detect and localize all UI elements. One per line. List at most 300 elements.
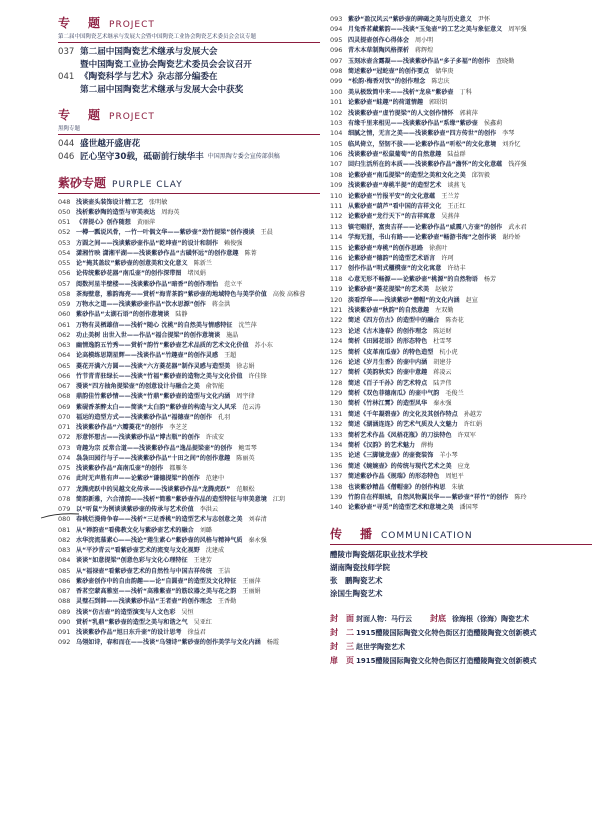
page-number: 140 — [330, 503, 343, 512]
entry-title: 漫谈“四方抽角提梁壶”的创意设计与融合之美 — [76, 383, 200, 391]
toc-entry[interactable] — [330, 24, 592, 34]
entry-title: 青木本草制陶风格探析 — [348, 47, 409, 55]
entry-title: 紫砚香茶醉太白——简谈“太白韵”紫砂壶的构造与文人风采 — [76, 403, 237, 411]
entry-author: 谢玲娇 — [502, 234, 521, 242]
toc-entry[interactable] — [330, 139, 592, 149]
page-number — [58, 59, 80, 72]
page-number: 057 — [58, 279, 71, 288]
entry-title: 学海无涯，书山有路——论紫砂壶“畅游书海”之创作谈 — [348, 234, 497, 242]
toc-entry[interactable] — [58, 453, 320, 463]
page-number: 062 — [58, 330, 71, 339]
entry-author: 许成安 — [205, 434, 225, 442]
entry-author: 张明敏 — [149, 198, 168, 206]
toc-entry[interactable] — [58, 151, 320, 164]
communication-line[interactable]: 醴陵市陶瓷烟花职业技术学校 — [330, 549, 428, 559]
page-number: 115 — [330, 243, 343, 252]
flyleaf-value: 1915醴陵国际陶瓷文化特色街区打造醴陵陶瓷文创新模式 — [356, 656, 537, 665]
back-cover-label: 封底 — [430, 613, 446, 623]
section-title-zh: 专 题 — [58, 108, 104, 123]
toc-entry[interactable] — [330, 35, 592, 45]
page-number: 138 — [330, 482, 343, 491]
toc-entry[interactable] — [330, 170, 592, 180]
page-number: 133 — [330, 430, 343, 439]
toc-entry[interactable] — [58, 84, 320, 97]
entry-title: 论紫砂壶“龙行天下”的吉祥寓意 — [348, 213, 436, 221]
entry-title: 论传统紫砂花器“南瓜壶”的创作深带图 — [76, 270, 182, 278]
page-number: 061 — [58, 320, 71, 329]
toc-entry[interactable] — [58, 586, 320, 596]
page-number: 130 — [330, 399, 343, 408]
entry-title: 心意无形不畅源——论紫砂壶“桃源”的自然物语 — [348, 275, 478, 283]
toc-entry[interactable] — [330, 502, 592, 512]
toc-entry[interactable] — [58, 504, 320, 514]
page-number: 139 — [330, 492, 343, 501]
toc-entry[interactable] — [58, 484, 320, 494]
toc-entry[interactable] — [58, 361, 320, 371]
toc-entry[interactable] — [330, 211, 592, 221]
entry-title: 简析《美韵秋实》的壶中意趣 — [348, 369, 428, 377]
page-number: 106 — [330, 150, 343, 159]
page-number: 086 — [58, 576, 71, 585]
toc-entry[interactable] — [58, 268, 320, 278]
entry-title: 万物水之道——浅谈紫砂壶作品“饮水思源”创作 — [76, 301, 206, 309]
toc-entry[interactable] — [330, 56, 592, 66]
toc-entry[interactable] — [58, 309, 320, 319]
page-number: 055 — [58, 259, 71, 268]
entry-author: 邱智毅 — [471, 171, 490, 179]
entry-title: 菱花开满六方圆——浅谈“六方菱花器”制作灵感与造型美 — [76, 362, 231, 370]
toc-entry[interactable] — [58, 289, 320, 299]
entry-author: 孔羽 — [217, 413, 231, 421]
entry-title: 简韵新雅，六合清韵——浅析“简雅”紫砂壶作品的造型特征与审美意境 — [76, 495, 267, 503]
page-number: 074 — [58, 453, 71, 462]
entry-title: 回归生活所在的本质——浅谈紫砂作品“澹怀”的文化意蕴 — [348, 161, 503, 169]
toc-entry[interactable] — [58, 463, 320, 473]
page-number: 054 — [58, 248, 71, 257]
entry-author: 刘乔忆 — [502, 140, 521, 148]
toc-entry[interactable] — [58, 545, 320, 555]
toc-entry[interactable] — [330, 191, 592, 201]
page-number: 090 — [58, 617, 71, 626]
toc-entry[interactable] — [330, 326, 592, 336]
page-number: 100 — [330, 87, 343, 96]
toc-entry[interactable] — [58, 71, 320, 84]
toc-entry[interactable] — [58, 217, 320, 227]
page-number: 068 — [58, 392, 71, 401]
entry-author: 毛俊兰 — [445, 390, 464, 398]
page-number: 072 — [58, 433, 71, 442]
section-divider — [58, 193, 320, 194]
toc-entry[interactable] — [58, 391, 320, 401]
entry-title: 浅谈紫砂壶“虚竹提梁”的人文创作情怀 — [348, 109, 454, 117]
entry-title: 此时无声胜有声——论紫砂“谦德提梁”的创作 — [76, 475, 200, 483]
entry-title: 从“平沙青云”看紫砂壶艺术的流变与文化视野 — [76, 547, 200, 555]
toc-entry[interactable] — [330, 87, 592, 97]
page-number — [58, 84, 80, 97]
entry-title: 第二届中国陶瓷艺术继承与发展大会中获奖 — [80, 84, 244, 95]
communication-line[interactable]: 张 鹏陶瓷艺术 — [330, 575, 383, 585]
entry-title: 袅袅田园行与子——浅谈紫砂作品“十田之间”的创作意趣 — [76, 454, 231, 462]
entry-author: 周旭平 — [445, 473, 464, 481]
entry-author: 杨霞 — [266, 639, 279, 647]
toc-entry[interactable] — [58, 473, 320, 483]
entry-author: 中国黑陶专委会宣传部供稿 — [207, 152, 280, 160]
toc-entry[interactable] — [330, 14, 592, 24]
toc-entry[interactable] — [330, 419, 592, 429]
toc-entry[interactable] — [330, 76, 592, 86]
toc-entry[interactable] — [58, 402, 320, 412]
entry-title: 赏析“乳鼎”紫砂壶的造型之美与和谐之气 — [76, 618, 188, 626]
entry-title: 幽情逸韵五竹秀——赏析“韵竹”紫砂壶艺术品质的艺术文化价值 — [76, 342, 249, 350]
entry-author: 王建芳 — [193, 557, 212, 565]
toc-entry[interactable] — [330, 461, 592, 471]
entry-author: 陆静 — [175, 311, 188, 319]
toc-entry[interactable] — [330, 201, 592, 211]
entry-title: 淡看浮华——浅谈紫砂“僧帽”的文化内涵 — [348, 296, 460, 304]
entry-title: 水华浣流慕素心——浅论“莲生素心”紫砂壶的风格与精神气质 — [76, 536, 243, 544]
entry-author: 蒋凌云 — [433, 369, 452, 377]
page-number: 116 — [330, 253, 343, 262]
entry-author: 堵凤娟 — [187, 270, 206, 278]
entry-title: 简析艺术作品《凤梧花瓶》的刀法特色 — [348, 431, 452, 439]
entry-title: 浅析紫砂陶的造型与审美表达 — [76, 208, 156, 216]
page-number: 111 — [330, 202, 343, 211]
front-cover-value: 封面人物：马行云 — [356, 614, 412, 623]
right-column — [330, 14, 592, 668]
entry-title: 镇宅赐舒，富贵吉祥——论紫砂作品“威震八方壶”的创作 — [348, 223, 503, 231]
entry-author: 查晓勤 — [496, 57, 515, 65]
page-number: 067 — [58, 382, 71, 391]
entry-author: 陈玲 — [514, 493, 527, 501]
toc-entry[interactable] — [58, 494, 320, 504]
toc-entry[interactable] — [330, 108, 592, 118]
page-number: 085 — [58, 566, 71, 575]
cover-row-2 — [330, 626, 592, 640]
entry-author: 周军强 — [508, 26, 527, 34]
toc-entry[interactable] — [58, 350, 320, 360]
toc-entry[interactable] — [330, 284, 592, 294]
toc-entry[interactable] — [330, 295, 592, 305]
entry-author: 秦永强 — [433, 400, 452, 408]
section-divider — [58, 134, 320, 135]
right-toc-list — [330, 14, 592, 513]
entry-author: 李洪云 — [199, 506, 218, 514]
toc-entry[interactable] — [330, 471, 592, 481]
page-number: 071 — [58, 423, 71, 432]
toc-entry[interactable] — [58, 248, 320, 258]
toc-entry[interactable] — [330, 243, 592, 253]
page-number: 080 — [58, 515, 71, 524]
cover-row-flyleaf — [330, 654, 592, 668]
toc-entry[interactable] — [58, 227, 320, 237]
entry-title: 浅谈紫砂壶“寿桃半提”的造型艺术 — [348, 182, 442, 190]
entry-title: 形意怀想古——浅谈紫砂作品“博古瓶”的创作 — [76, 434, 200, 442]
entry-title: 鼎韵佳竹紫砂情——浅谈“竹鼎”紫砂壶的造型与文化内涵 — [76, 393, 231, 401]
entry-title: “松韵·梅香对饮”的创作理念 — [348, 78, 426, 86]
toc-entry[interactable] — [330, 492, 592, 502]
entry-title: 论“掩其盖纹”紫砂壶的创意美和文化意义 — [76, 260, 188, 268]
entry-title: 竹节青青驻绿长——浅谈“竹福”紫砂壶的造物之美与文化价值 — [76, 372, 243, 380]
page-number: 093 — [330, 15, 343, 23]
entry-title: 奇趣为宗 反常合道——浅谈紫砂作品“逸品提梁壶”的创作 — [76, 444, 233, 452]
page-number: 052 — [58, 228, 71, 237]
entry-author: 李琴 — [502, 130, 515, 138]
toc-entry[interactable] — [58, 596, 320, 606]
toc-entry[interactable] — [58, 607, 320, 617]
entry-title: 从紫砂壶“葫芦”看中国的吉祥文化 — [348, 203, 442, 211]
entry-title: 论述《古木逢春》的创作理念 — [348, 327, 428, 335]
flyleaf-label: 扉 页 — [330, 655, 354, 665]
entry-author: 武永君 — [508, 223, 527, 231]
entry-author: 都雁冬 — [169, 465, 188, 473]
entry-title: 阅数河星半壁楼——浅谈紫砂作品“暗香”的创作理怡 — [76, 280, 219, 288]
page-number: 126 — [330, 357, 343, 366]
toc-entry[interactable] — [58, 422, 320, 432]
entry-title: 《菩提心》创作随想 — [76, 219, 131, 227]
entry-author: 徐志娟 — [236, 362, 255, 370]
entry-author: 赵宣 — [465, 296, 478, 304]
entry-author: 孙越芳 — [463, 410, 482, 418]
page-number: 134 — [330, 441, 343, 450]
toc-entry[interactable] — [58, 381, 320, 391]
entry-author: 陆益群 — [447, 151, 466, 159]
page-number: 096 — [330, 46, 343, 55]
page-number: 092 — [58, 638, 71, 647]
page-number: 104 — [330, 129, 343, 138]
page-number: 117 — [330, 264, 343, 273]
entry-author: 俞智能 — [205, 383, 225, 391]
entry-author: 郭莉萍 — [459, 109, 478, 117]
section-divider — [58, 42, 320, 43]
page-number: 069 — [58, 402, 71, 411]
entry-author: 陈杏花 — [445, 317, 464, 325]
entry-author: 沈建成 — [205, 547, 225, 555]
entry-title: 简析《双色菲德南瓜》的壶中气韵 — [348, 390, 440, 398]
cover-3-value: 赵世学陶瓷艺术 — [356, 642, 405, 651]
toc-entry[interactable] — [58, 299, 320, 309]
entry-title: 浅谈壶头装饰设计精工艺 — [76, 198, 144, 206]
toc-entry[interactable] — [58, 535, 320, 545]
toc-entry[interactable] — [330, 347, 592, 357]
toc-entry[interactable] — [58, 443, 320, 453]
toc-entry[interactable] — [330, 232, 592, 242]
toc-entry[interactable] — [58, 320, 320, 330]
page-number: 058 — [58, 289, 71, 298]
page-number: 119 — [330, 285, 343, 294]
page-number: 135 — [330, 451, 343, 460]
page-number: 108 — [330, 170, 343, 179]
toc-entry[interactable] — [58, 197, 320, 207]
entry-author: 王超 — [224, 352, 237, 360]
page-number: 094 — [330, 25, 343, 34]
page-number: 131 — [330, 409, 343, 418]
page-number: 101 — [330, 98, 343, 107]
page-number: 097 — [330, 56, 343, 65]
toc-entry[interactable] — [58, 627, 320, 637]
section-header — [58, 106, 320, 123]
toc-entry[interactable] — [330, 315, 592, 325]
entry-author: 薛梅 — [421, 442, 434, 450]
toc-entry[interactable] — [58, 637, 320, 647]
page-number: 041 — [58, 72, 75, 83]
toc-entry[interactable] — [330, 66, 592, 76]
page-number: 078 — [58, 494, 71, 503]
entry-author: 周海英 — [161, 208, 180, 216]
entry-author: 许珂 — [441, 254, 454, 262]
entry-title: 论紫砂壶“菱花提梁”的艺术美 — [348, 286, 430, 294]
toc-entry[interactable] — [330, 118, 592, 128]
pen-stroke-mark — [40, 512, 80, 520]
page-number: 103 — [330, 118, 343, 127]
toc-entry[interactable] — [330, 440, 592, 450]
toc-entry[interactable] — [330, 253, 592, 263]
toc-entry[interactable] — [330, 357, 592, 367]
toc-entry[interactable] — [58, 432, 320, 442]
entry-author: 周小明 — [414, 36, 434, 44]
toc-entry[interactable] — [330, 430, 592, 440]
entry-author: 秦永强 — [248, 536, 267, 544]
entry-author: 王香勤 — [217, 598, 237, 606]
entry-author: 羊小琴 — [439, 452, 458, 460]
section-title-en: PURPLE CLAY — [112, 179, 183, 190]
entry-author: 朱敏 — [451, 483, 464, 491]
entry-title: 简述《千年凝碧壶》的文化及其创作特点 — [348, 410, 458, 418]
entry-author: 陈运财 — [433, 327, 452, 335]
toc-entry[interactable] — [330, 159, 592, 169]
entry-author: 黄丽萍 — [136, 219, 156, 227]
toc-entry[interactable] — [330, 222, 592, 232]
page-number: 102 — [330, 108, 343, 117]
toc-entry[interactable] — [330, 388, 592, 398]
entry-title: 龙腾虎跃中的吴越文化传承——浅谈紫砂作品“龙腾虎跃” — [76, 485, 231, 493]
toc-entry[interactable] — [330, 180, 592, 190]
entry-title: 简述《四方仿古》的造型中的融合 — [348, 317, 440, 325]
entry-author: 储华庚 — [435, 67, 454, 75]
page-number: 112 — [330, 212, 343, 221]
page-number: 081 — [58, 525, 71, 534]
toc-entry[interactable] — [330, 274, 592, 284]
page-number: 120 — [330, 295, 343, 304]
page-number: 095 — [330, 35, 343, 44]
toc-entry[interactable] — [58, 514, 320, 524]
toc-entry[interactable] — [330, 263, 592, 273]
page-number: 109 — [330, 181, 343, 190]
toc-entry[interactable] — [330, 450, 592, 460]
page-number: 037 — [58, 47, 75, 57]
communication-line[interactable]: 湖南陶瓷技师学院 — [330, 562, 390, 572]
toc-entry[interactable] — [58, 46, 320, 59]
entry-title: 《陶瓷科学与艺术》杂志部分编委在 — [80, 72, 218, 83]
entry-author: 陈忠庆 — [431, 78, 450, 86]
toc-entry[interactable] — [58, 238, 320, 248]
entry-author: 尹怀 — [477, 16, 490, 23]
toc-entry[interactable] — [58, 617, 320, 627]
entry-title: 竹韵自在样眼城，自然风物翼民华——紫砂壶“祥竹”的创作 — [348, 493, 509, 501]
toc-entry[interactable] — [330, 409, 592, 419]
entry-author: 侯鑫莉 — [483, 119, 503, 127]
entry-title: 从“禅韵壶”看佛教文化与紫砂壶艺术的融合 — [76, 526, 194, 534]
entry-author: 王丽萍 — [242, 577, 261, 585]
page-number: 127 — [330, 368, 343, 377]
entry-title: 谈谈“如意提梁”创意色彩与文化心理特征 — [76, 557, 188, 565]
toc-entry[interactable] — [330, 149, 592, 159]
communication-line[interactable]: 涂国生陶瓷艺术 — [330, 588, 383, 598]
toc-entry[interactable] — [330, 97, 592, 107]
toc-entry[interactable] — [330, 482, 592, 492]
toc-entry[interactable] — [330, 45, 592, 55]
toc-entry[interactable] — [58, 576, 320, 586]
toc-entry[interactable] — [58, 279, 320, 289]
section-subtitle: 黑陶专题 — [58, 126, 81, 133]
toc-entry[interactable] — [330, 336, 592, 346]
page-number: 079 — [58, 505, 71, 514]
toc-entry[interactable] — [58, 207, 320, 217]
page-number: 066 — [58, 371, 71, 380]
toc-entry[interactable] — [58, 566, 320, 576]
entry-title: 论高模练思期星辉——浅谈作品“竹趣壶”的创作灵感 — [76, 352, 219, 360]
page-number: 089 — [58, 607, 71, 616]
entry-title: 简析《汉韵》的艺术魅力 — [348, 442, 416, 450]
page-number: 124 — [330, 337, 343, 346]
toc-entry[interactable] — [58, 371, 320, 381]
entry-author: 蒋辉煌 — [414, 47, 434, 55]
toc-entry[interactable] — [58, 138, 320, 151]
toc-entry[interactable] — [58, 412, 320, 422]
toc-entry[interactable] — [330, 378, 592, 388]
toc-entry[interactable] — [58, 258, 320, 268]
toc-entry[interactable] — [58, 59, 320, 72]
entry-author: 施晶 — [226, 331, 239, 339]
entry-author: 钱祥强 — [508, 161, 527, 169]
entry-author: 吴燕萍 — [441, 213, 460, 221]
entry-author: 王洁 — [217, 567, 231, 575]
page-number: 098 — [330, 66, 343, 75]
entry-title: 简述《湖涵连连》的艺术气质及人文魅力 — [348, 421, 458, 429]
left-column — [58, 14, 320, 652]
page-number: 132 — [330, 420, 343, 429]
toc-entry[interactable] — [58, 555, 320, 565]
entry-title: 紫砂壶创作中的自由韵趣——论“自圆壶”的造型及文化特征 — [76, 577, 237, 585]
page-number: 075 — [58, 464, 71, 473]
entry-title: 从“福禄壶”看紫砂壶艺术的自然性与中国吉祥传统 — [76, 567, 212, 575]
entry-author: 范建中 — [205, 475, 225, 483]
entry-author: 王兰芳 — [441, 192, 460, 200]
toc-entry[interactable] — [330, 305, 592, 315]
section-title-en: COMMUNICATION — [381, 530, 473, 541]
entry-author: 王丽娟 — [242, 588, 261, 596]
page-number: 114 — [330, 233, 343, 242]
toc-entry[interactable] — [58, 525, 320, 535]
toc-entry[interactable] — [330, 398, 592, 408]
toc-entry[interactable] — [58, 330, 320, 340]
entry-author: 李芝芝 — [169, 424, 188, 432]
project-section-1 — [58, 14, 320, 96]
section-title-zh: 传 播 — [330, 526, 376, 541]
entry-author: 杭小虎 — [439, 348, 458, 356]
page-number: 123 — [330, 326, 343, 335]
entry-author: 杨芳 — [483, 275, 497, 283]
toc-entry[interactable] — [330, 128, 592, 138]
entry-title: 简述紫砂作品《规瑞》的形态特色 — [348, 473, 440, 481]
toc-entry[interactable] — [58, 340, 320, 350]
page-number: 053 — [58, 238, 71, 247]
entry-title: 论紫砂壶“寻觅”的造型艺术和意境之美 — [348, 504, 454, 512]
page-number: 125 — [330, 347, 343, 356]
entry-author: 胡建芬 — [433, 358, 452, 366]
entry-title: 四灵提壶创作心得体会 — [348, 36, 409, 44]
toc-entry[interactable] — [330, 367, 592, 377]
cover-row-front — [330, 612, 592, 626]
